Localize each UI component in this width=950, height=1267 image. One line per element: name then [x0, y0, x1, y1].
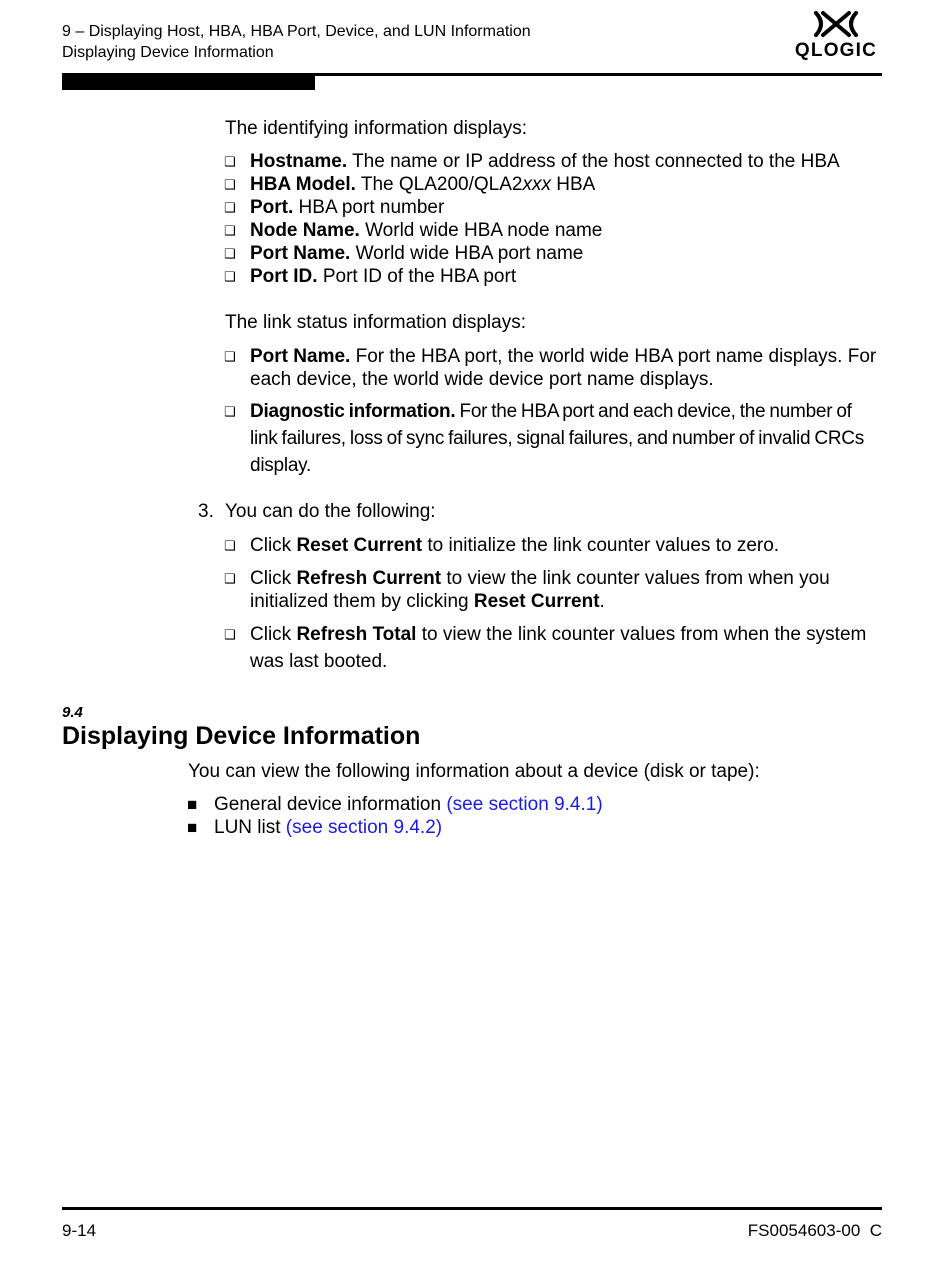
hollow-square-bullet-icon: ❑	[224, 200, 236, 215]
hollow-square-bullet-icon: ❑	[224, 571, 236, 586]
hollow-square-bullet-icon: ❑	[224, 177, 236, 192]
qlogic-logo-icon	[790, 10, 882, 40]
document-id: FS0054603-00 C	[747, 1221, 882, 1240]
header-section: Displaying Device Information	[62, 44, 274, 61]
hollow-square-bullet-icon: ❑	[224, 246, 236, 261]
item-desc: The QLA200/QLA2	[355, 174, 523, 195]
reset-current-label: Reset Current	[296, 535, 423, 556]
see-section-9-4-1-link[interactable]: (see section 9.4.1)	[446, 794, 603, 815]
refresh-total-label: Refresh Total	[296, 624, 417, 645]
section-number: 9.4	[62, 704, 83, 721]
hollow-square-bullet-icon: ❑	[224, 223, 236, 238]
link-status-intro: The link status information displays:	[225, 312, 526, 333]
item-desc: For the HBA port, the world wide HBA port name displays. For each device, the world wide device port name displays.	[250, 346, 877, 390]
see-section-9-4-2-link[interactable]: (see section 9.4.2)	[285, 817, 443, 838]
reset-current-label: Reset Current	[473, 591, 600, 612]
item-term: Port Name.	[250, 346, 351, 367]
item-desc-end: HBA	[550, 174, 596, 195]
item-text: to view the link counter values from when you initialized them by clicking	[250, 568, 830, 612]
item-desc: World wide HBA node name	[359, 220, 603, 241]
item-desc-italic: xxx	[522, 174, 551, 195]
item-text: General device information	[214, 794, 447, 815]
section-title: Displaying Device Information	[62, 722, 421, 750]
refresh-current-label: Refresh Current	[296, 568, 442, 589]
filled-square-bullet-icon: ■	[187, 818, 198, 837]
page-number: 9-14	[62, 1221, 97, 1240]
item-term: HBA Model.	[250, 174, 356, 195]
qlogic-logo	[790, 10, 882, 64]
footer-rule	[62, 1207, 882, 1210]
item-text: .	[599, 591, 605, 612]
logo-text: QLOGIC	[794, 40, 878, 61]
hollow-square-bullet-icon: ❑	[224, 349, 236, 364]
item-text: Click	[250, 624, 297, 645]
item-text: LUN list	[214, 817, 286, 838]
item-term: Port ID.	[250, 266, 318, 287]
item-desc: The name or IP address of the host connected to the HBA	[347, 151, 840, 172]
item-desc: Port ID of the HBA port	[317, 266, 517, 287]
hollow-square-bullet-icon: ❑	[224, 269, 236, 284]
header-chapter: 9 – Displaying Host, HBA, HBA Port, Device, and LUN Information	[62, 23, 531, 40]
header-bar	[62, 76, 315, 90]
item-term: Node Name.	[250, 220, 360, 241]
item-term: Port.	[250, 197, 294, 218]
item-term: Diagnostic information.	[250, 401, 456, 422]
hollow-square-bullet-icon: ❑	[224, 538, 236, 553]
step-text: You can do the following:	[225, 501, 436, 522]
item-text: Click	[250, 535, 297, 556]
step-number: 3.	[198, 501, 214, 522]
item-term: Hostname.	[250, 151, 348, 172]
item-text: to view the link counter values from when the system was last booted.	[250, 624, 867, 672]
identifying-intro: The identifying information displays:	[225, 118, 528, 139]
item-text: Click	[250, 568, 297, 589]
item-term: Port Name.	[250, 243, 351, 264]
item-desc: HBA port number	[293, 197, 445, 218]
filled-square-bullet-icon: ■	[187, 795, 198, 814]
item-desc: For the HBA port and each device, the number of link failures, loss of sync failures, signal failures, and number of invalid CRCs display.	[250, 401, 865, 476]
item-desc: World wide HBA port name	[350, 243, 584, 264]
hollow-square-bullet-icon: ❑	[224, 627, 236, 642]
item-text: to initialize the link counter values to zero.	[422, 535, 780, 556]
hollow-square-bullet-icon: ❑	[224, 154, 236, 169]
section-intro: You can view the following information about a device (disk or tape):	[188, 761, 760, 782]
hollow-square-bullet-icon: ❑	[224, 404, 236, 419]
